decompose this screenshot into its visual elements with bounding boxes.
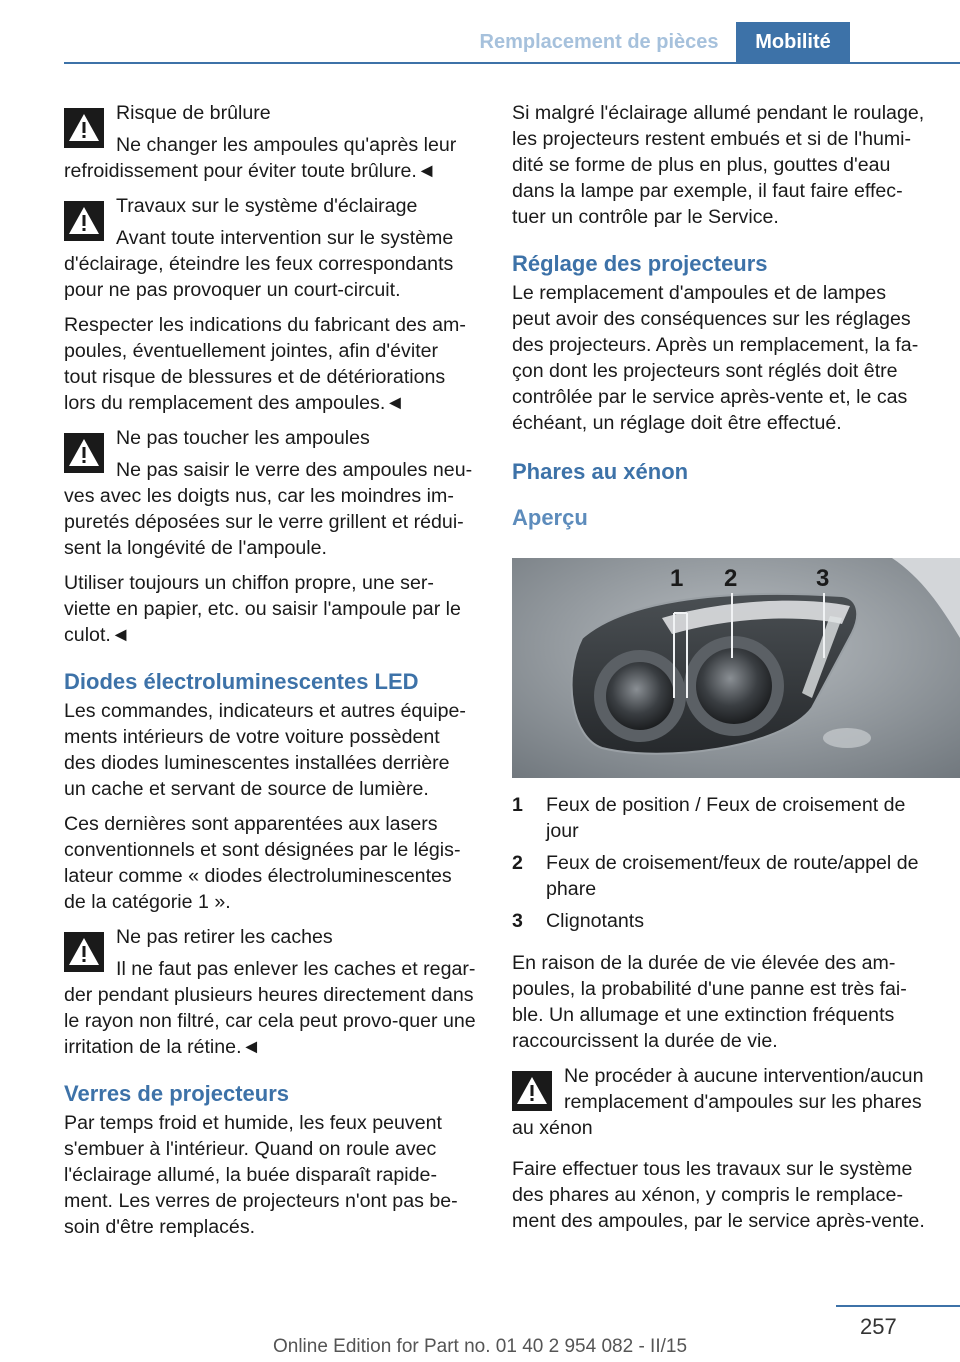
warning-xenon [512, 1063, 926, 1147]
section-heading-led: Diodes électroluminescentes LED [64, 669, 419, 694]
right-column [512, 100, 926, 1243]
warning-do-not-remove-covers [64, 924, 476, 1060]
warning-text: Ne changer les ampoules qu'après leur refroidissement pour éviter toute brûlure.◄ [64, 134, 457, 182]
paragraph: Faire effectuer tous les travaux sur le système des phares au xénon, y compris le remplace-ment des ampoules, par le service après-vente. [512, 1158, 925, 1232]
figure-callout-2: 2 [724, 565, 738, 592]
paragraph: Ces dernières sont apparentées aux lasers conventionnels et sont désignées par le légis-lateur comme « diodes électroluminescentes de la catégorie 1 ». [64, 813, 461, 913]
paragraph: Les commandes, indicateurs et autres équipe-ments intérieurs de votre voiture possèdent des diodes luminescentes installées derrière un cache et servant de source de lumière. [64, 700, 466, 800]
left-column [64, 100, 476, 1249]
page-number: 257 [860, 1314, 897, 1339]
warning-text: Avant toute intervention sur le système d'éclairage, éteindre les feux correspondants pour ne pas provoquer un court-circuit. [64, 227, 454, 301]
legend-text: Feux de position / Feux de croisement de jour [546, 794, 906, 842]
warning-triangle-icon [64, 433, 104, 473]
warning-triangle-icon [512, 1071, 552, 1111]
warning-triangle-icon [64, 932, 104, 972]
paragraph: Utiliser toujours un chiffon propre, une ser-viette en papier, etc. ou saisir l'ampoule par le culot.◄ [64, 572, 461, 646]
header-rule [64, 62, 960, 64]
header-chapter-tab: Mobilité [736, 22, 850, 62]
figure-legend [512, 792, 926, 934]
page-header [0, 0, 960, 62]
paragraph: Le remplacement d'ampoules et de lampes peut avoir des conséquences sur les réglages des projecteurs. Après un remplacement, la fa-çon dont les projecteurs sont réglés doit être contrôlée par le service après-vente et, le cas échéant, un réglage doit être effectué. [512, 282, 919, 434]
headlight-illustration [512, 558, 960, 778]
subheading-overview: Aperçu [512, 505, 588, 530]
footer-rule [836, 1305, 960, 1307]
warning-title: Travaux sur le système d'éclairage [116, 195, 418, 217]
paragraph: En raison de la durée de vie élevée des am-poules, la probabilité d'une panne est très fai-ble. Un allumage et une extinction fréquents raccourcissent la durée de vie. [512, 952, 907, 1052]
paragraph: Par temps froid et humide, les feux peuvent s'embuer à l'intérieur. Quand on roule avec l'éclairage allumé, la buée disparaît rapide-ment. Les verres de projecteurs n'ont pas be-soin d'être remplacés. [64, 1112, 458, 1238]
warning-title: Ne pas toucher les ampoules [116, 427, 370, 449]
headlight-figure [512, 558, 960, 778]
warning-triangle-icon [64, 108, 104, 148]
warning-title: Ne procéder à aucune intervention/aucun remplacement d'ampoules sur les phares au xénon [512, 1065, 924, 1139]
paragraph: Si malgré l'éclairage allumé pendant le roulage, les projecteurs restent embués et si de l'humi-dité se forme de plus en plus, gouttes d'eau dans la lampe par exemple, il faut faire effec-tuer un contrôle par le Service. [512, 102, 925, 228]
section-heading-headlight-adjustment: Réglage des projecteurs [512, 251, 768, 276]
figure-callout-3: 3 [816, 565, 830, 592]
section-heading-xenon: Phares au xénon [512, 459, 689, 484]
legend-number: 2 [512, 852, 523, 874]
legend-item [512, 908, 926, 934]
warning-title: Risque de brûlure [116, 102, 271, 124]
section-heading-lenses: Verres de projecteurs [64, 1081, 290, 1106]
warning-title: Ne pas retirer les caches [116, 926, 333, 948]
warning-do-not-touch-bulbs [64, 425, 476, 561]
warning-burn [64, 100, 476, 184]
figure-callout-1: 1 [670, 565, 684, 592]
legend-number: 3 [512, 910, 523, 932]
warning-lighting-system [64, 193, 476, 303]
warning-text: Ne pas saisir le verre des ampoules neu-ves avec les doigts nus, car les moindres im-puretés déposées sur le verre grillent et rédui-sent la longévité de l'ampoule. [64, 459, 473, 559]
warning-triangle-icon [64, 201, 104, 241]
legend-item [512, 792, 926, 844]
warning-text: Il ne faut pas enlever les caches et regar-der pendant plusieurs heures directement dans le rayon non filtré, car cela peut provo-quer une irritation de la rétine.◄ [64, 958, 476, 1058]
legend-item [512, 850, 926, 902]
paragraph: Respecter les indications du fabricant des am-poules, éventuellement jointes, afin d'éviter tout risque de blessures et de détériorations lors du remplacement des ampoules.◄ [64, 314, 466, 414]
legend-text: Feux de croisement/feux de route/appel de phare [546, 852, 919, 900]
legend-number: 1 [512, 794, 523, 816]
header-section-title: Remplacement de pièces [479, 30, 719, 53]
legend-text: Clignotants [546, 910, 645, 932]
edition-note: Online Edition for Part no. 01 40 2 954 082 - II/15 [272, 1336, 688, 1357]
